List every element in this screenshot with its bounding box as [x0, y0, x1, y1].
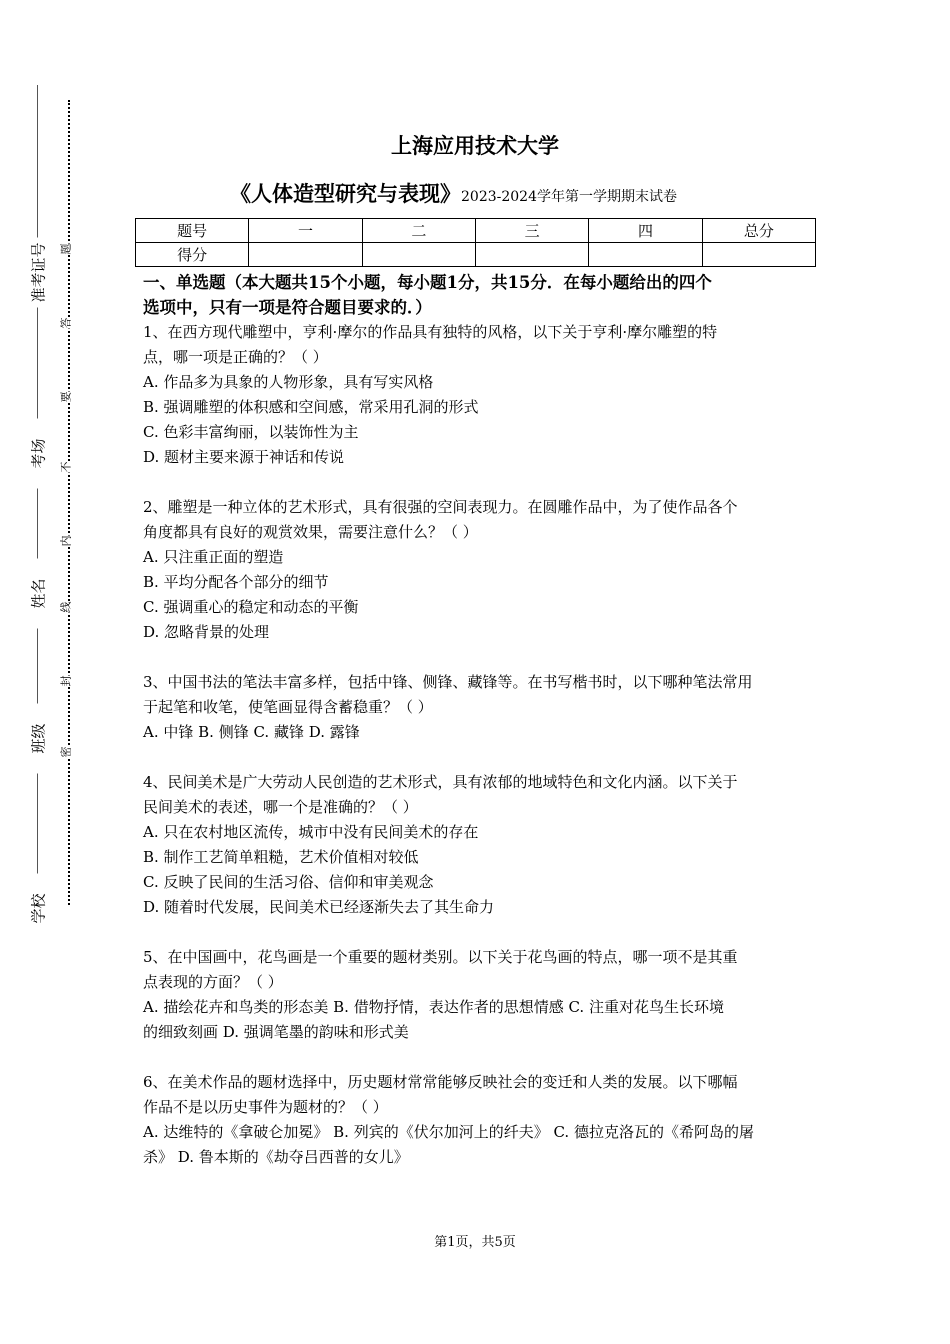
question-line: 1、在西方现代雕塑中，亨利·摩尔的作品具有独特的风格，以下关于亨利·摩尔雕塑的特 [143, 323, 718, 341]
table-cell: 总分 [702, 219, 815, 243]
term-label: 2023-2024学年第一学期期末试卷 [461, 189, 677, 205]
section-line: 选项中，只有一项是符合题目要求的．） [143, 298, 432, 317]
question-line: A. 只注重正面的塑造 [143, 548, 284, 566]
table-cell: 题号 [136, 219, 249, 243]
question-line: D. 随着时代发展，民间美术已经逐渐失去了其生命力 [143, 898, 495, 916]
exam-title [230, 178, 677, 208]
question-2 [143, 495, 813, 645]
table-cell: 三 [475, 219, 588, 243]
question-line: B. 制作工艺简单粗糙，艺术价值相对较低 [143, 848, 419, 866]
seal-char: 封 [57, 676, 75, 687]
seal-char: 要 [57, 392, 75, 403]
table-cell: 二 [362, 219, 475, 243]
question-line: 杀》 D. 鲁本斯的《劫夺吕西普的女儿》 [143, 1148, 409, 1166]
question-line: 角度都具有良好的观赏效果，需要注意什么？（ ） [143, 523, 478, 541]
question-line: 于起笔和收笔，使笔画显得含蓄稳重？（ ） [143, 698, 433, 716]
margin-label-name: 姓名 [28, 559, 49, 629]
margin-label-school: 学校 [28, 874, 49, 944]
binding-solid-line [37, 85, 38, 907]
question-5 [143, 945, 813, 1045]
table-cell: 得分 [136, 243, 249, 267]
seal-char: 答 [57, 318, 75, 329]
question-line: D. 题材主要来源于神话和传说 [143, 448, 345, 466]
score-cell[interactable] [362, 243, 475, 267]
binding-dotted-line [68, 100, 70, 905]
question-line: 6、在美术作品的题材选择中，历史题材常常能够反映社会的变迁和人类的发展。以下哪幅 [143, 1073, 738, 1091]
question-line: 民间美术的表述，哪一个是准确的？（ ） [143, 798, 418, 816]
question-line: 2、雕塑是一种立体的艺术形式，具有很强的空间表现力。在圆雕作品中，为了使作品各个 [143, 498, 738, 516]
question-line: 点，哪一项是正确的？（ ） [143, 348, 328, 366]
table-cell: 四 [589, 219, 702, 243]
university-name: 上海应用技术大学 [391, 134, 559, 158]
seal-char: 不 [57, 462, 75, 473]
margin-label-exam-id: 准考证号 [28, 238, 49, 308]
page-footer: 第1页，共5页 [434, 1235, 516, 1250]
score-cell[interactable] [702, 243, 815, 267]
course-title: 《人体造型研究与表现》 [230, 182, 461, 206]
margin-label-class: 班级 [28, 704, 49, 774]
score-cell[interactable] [589, 243, 702, 267]
table-cell: 一 [249, 219, 362, 243]
seal-char: 密 [57, 747, 75, 758]
question-line: 5、在中国画中，花鸟画是一个重要的题材类别。以下关于花鸟画的特点，哪一项不是其重 [143, 948, 738, 966]
question-line: A. 作品多为具象的人物形象，具有写实风格 [143, 373, 434, 391]
question-line: 点表现的方面？（ ） [143, 973, 283, 991]
question-3 [143, 670, 813, 745]
question-4 [143, 770, 813, 920]
seal-char: 题 [57, 244, 75, 255]
question-line: 作品不是以历史事件为题材的？（ ） [143, 1098, 388, 1116]
score-cell[interactable] [475, 243, 588, 267]
question-line: C. 色彩丰富绚丽，以装饰性为主 [143, 423, 359, 441]
score-table-row [136, 243, 816, 267]
score-table-header [136, 219, 816, 243]
question-line: 的细致刻画 D. 强调笔墨的韵味和形式美 [143, 1023, 409, 1041]
question-line: A. 描绘花卉和鸟类的形态美 B. 借物抒情，表达作者的思想情感 C. 注重对花鸟生长环境 [143, 998, 724, 1016]
question-line: C. 反映了民间的生活习俗、信仰和审美观念 [143, 873, 434, 891]
question-line: 3、中国书法的笔法丰富多样，包括中锋、侧锋、藏锋等。在书写楷书时，以下哪种笔法常用 [143, 673, 753, 691]
margin-label-exam-room: 考场 [28, 419, 49, 489]
seal-char: 内 [57, 536, 75, 547]
question-line: D. 忽略背景的处理 [143, 623, 270, 641]
section-heading [143, 270, 813, 320]
seal-char: 线 [57, 602, 75, 613]
question-line: B. 强调雕塑的体积感和空间感，常采用孔洞的形式 [143, 398, 479, 416]
question-line: 4、民间美术是广大劳动人民创造的艺术形式，具有浓郁的地域特色和文化内涵。以下关于 [143, 773, 738, 791]
question-1 [143, 320, 813, 470]
exam-content [143, 270, 813, 1170]
question-line: A. 达维特的《拿破仑加冕》 B. 列宾的《伏尔加河上的纤夫》 C. 德拉克洛瓦的《希阿岛的屠 [143, 1123, 754, 1141]
section-line: 一、单选题（本大题共15个小题，每小题1分，共15分．在每小题给出的四个 [143, 273, 712, 292]
question-6 [143, 1070, 813, 1170]
score-cell[interactable] [249, 243, 362, 267]
university-title [0, 130, 950, 160]
question-line: B. 平均分配各个部分的细节 [143, 573, 329, 591]
question-line: A. 只在农村地区流传，城市中没有民间美术的存在 [143, 823, 479, 841]
question-line: C. 强调重心的稳定和动态的平衡 [143, 598, 359, 616]
score-table [135, 218, 816, 267]
question-line: A. 中锋 B. 侧锋 C. 藏锋 D. 露锋 [143, 723, 360, 741]
